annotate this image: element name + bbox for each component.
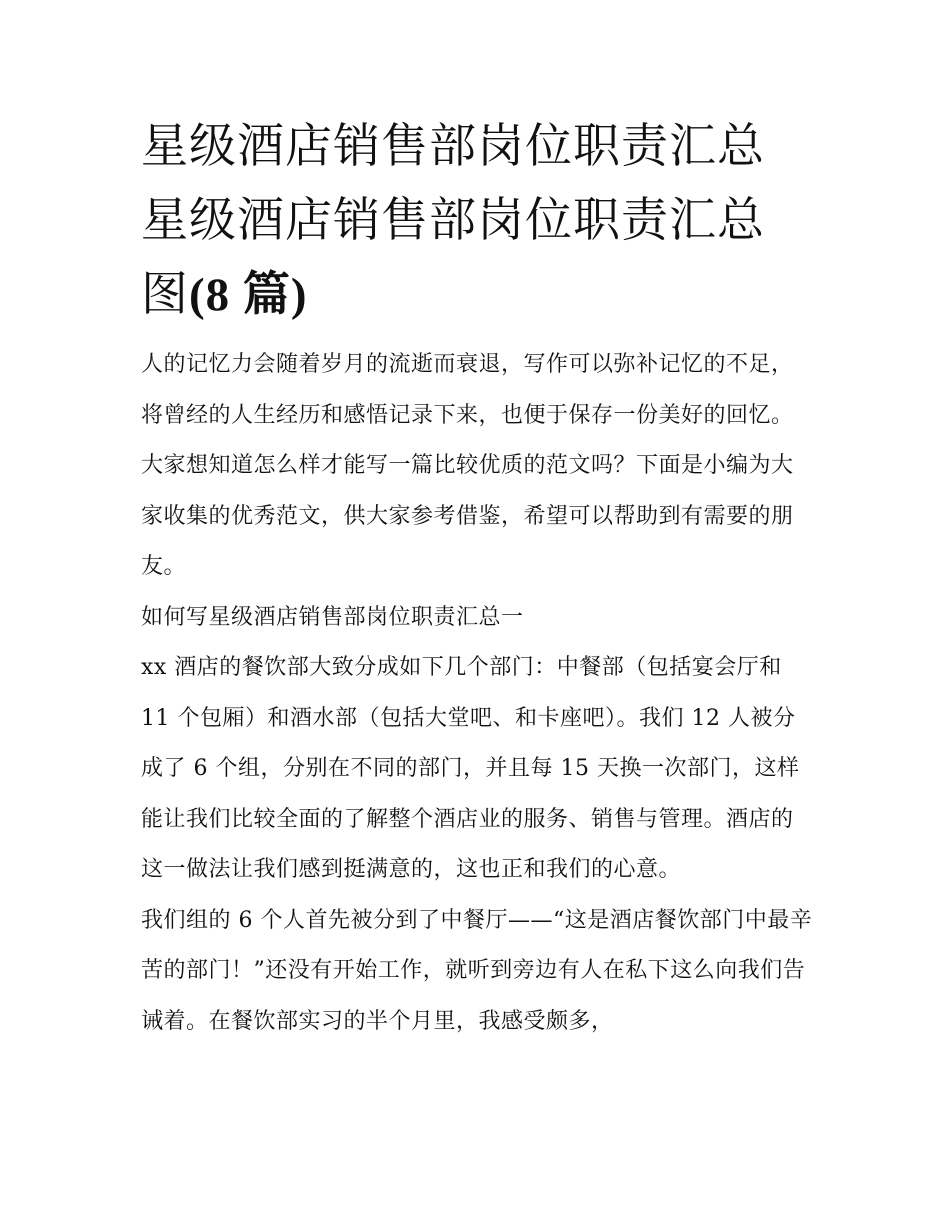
section-heading: 如何写星级酒店销售部岗位职责汇总一 [141, 604, 524, 630]
title-line-3-suffix: (8 篇) [189, 269, 308, 321]
intro-paragraph: 人的记忆力会随着岁月的流逝而衰退，写作可以弥补记忆的不足，将曾经的人生经历和感悟记录下来，也便于保存一份美好的回忆。大家想知道怎么样才能写一篇比较优质的范文吗？下面是小编为大家收集的优秀范文，供大家参考借鉴，希望可以帮助到有需要的朋友。 [141, 352, 794, 579]
title-line-3 [141, 258, 813, 332]
title-line-2: 星级酒店销售部岗位职责汇总 [141, 193, 765, 248]
title-line-3-prefix: 图 [141, 267, 189, 322]
document-page [141, 110, 813, 1047]
body-paragraph-1: xx 酒店的餐饮部大致分成如下几个部门：中餐部（包括宴会厅和 11 个包厢）和酒水部（包括大堂吧、和卡座吧）。我们 12 人被分成了 6 个组，分别在不同的部门，并且每 15 天换一次部门，这样能让我们比较全面的了解整个酒店业的服务、销售与管理。酒店的这一做法让我们感到挺满意的，这也正和我们的心意。 [141, 655, 800, 882]
body-paragraph-2: 我们组的 6 个人首先被分到了中餐厅——“这是酒店餐饮部门中最辛苦的部门！”还没有开始工作，就听到旁边有人在私下这么向我们告诫着。在餐饮部实习的半个月里，我感受颇多， [141, 907, 813, 1034]
title-line-1: 星级酒店销售部岗位职责汇总 [141, 119, 765, 174]
document-title [141, 110, 813, 332]
